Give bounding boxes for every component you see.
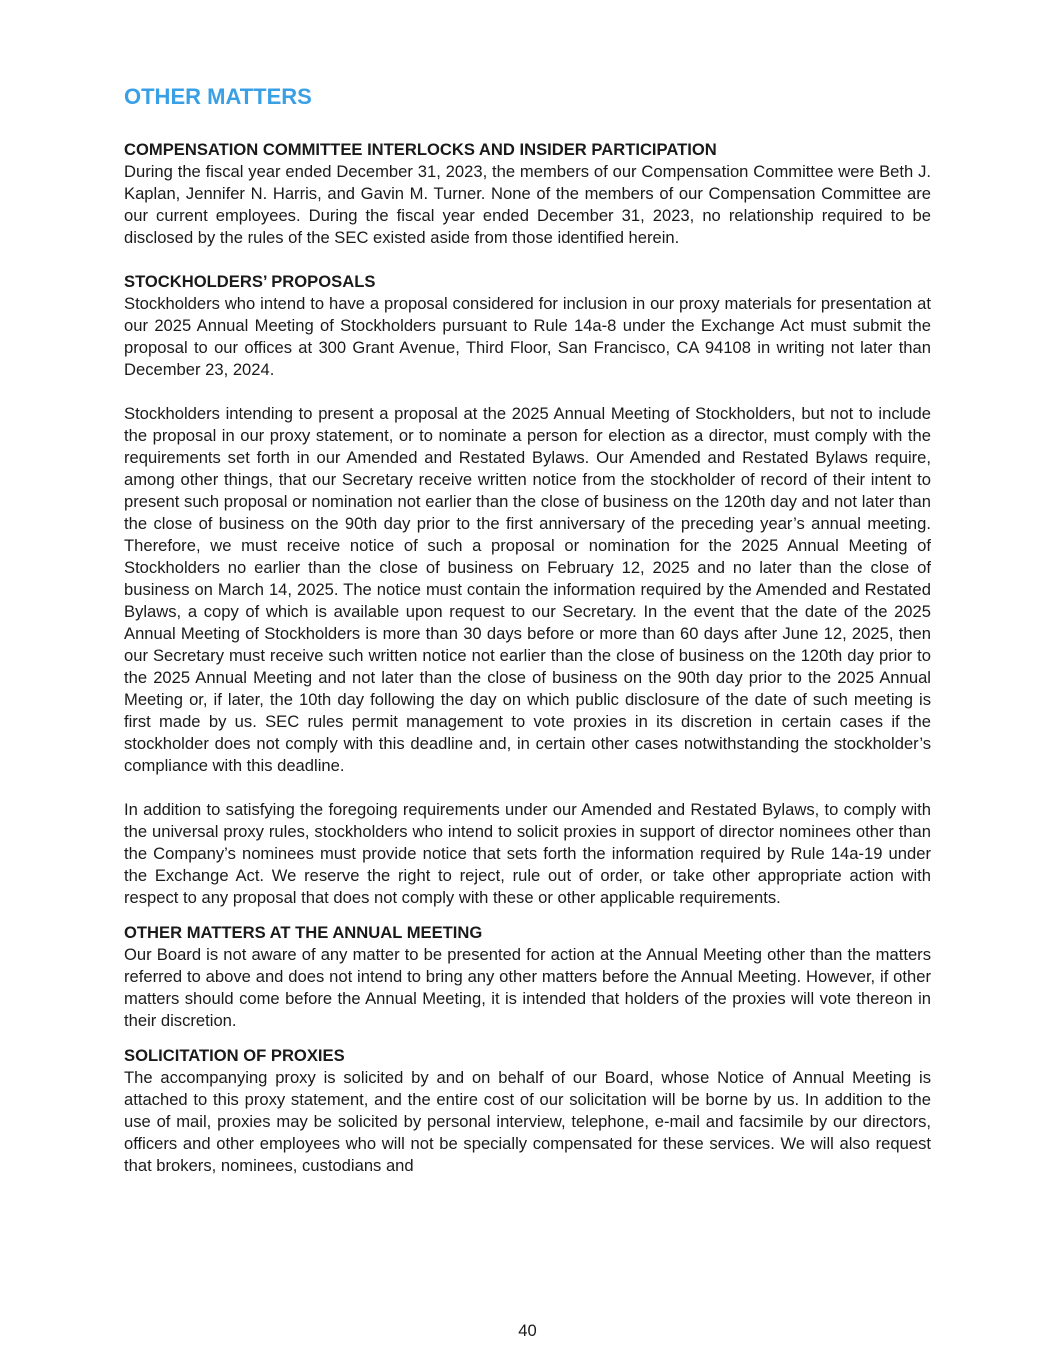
paragraph: During the fiscal year ended December 31, 2023, the members of our Compensation Committee were Beth J. Kaplan, Jennifer N. Harris, and Gavin M. Turner. None of the members of our Compensation Committee are our current employees. During the fiscal year ended December 31, 2023, no relationship required to be disclosed by the rules of the SEC existed aside from those identified herein.	[124, 162, 931, 247]
section-compensation-committee	[124, 139, 931, 249]
section-heading: OTHER MATTERS AT THE ANNUAL MEETING	[124, 923, 483, 942]
document-page	[124, 82, 931, 1177]
section-heading: COMPENSATION COMMITTEE INTERLOCKS AND INSIDER PARTICIPATION	[124, 140, 717, 159]
section-heading: STOCKHOLDERS’ PROPOSALS	[124, 272, 376, 291]
page-title: OTHER MATTERS	[124, 84, 312, 109]
section-heading: SOLICITATION OF PROXIES	[124, 1046, 345, 1065]
paragraph: In addition to satisfying the foregoing requirements under our Amended and Restated Bylaws, to comply with the universal proxy rules, stockholders who intend to solicit proxies in support of director nominees other than the Company’s nominees must provide notice that sets forth the information required by Rule 14a-19 under the Exchange Act. We reserve the right to reject, rule out of order, or take other appropriate action with respect to any proposal that does not comply with these or other applicable requirements.	[124, 800, 931, 907]
section-stockholders-proposals	[124, 271, 931, 909]
section-other-matters-annual-meeting	[124, 922, 931, 1032]
section-solicitation-of-proxies	[124, 1045, 931, 1177]
paragraph: Our Board is not aware of any matter to be presented for action at the Annual Meeting other than the matters referred to above and does not intend to bring any other matters before the Annual Meeting. However, if other matters should come before the Annual Meeting, it is intended that holders of the proxies will vote thereon in their discretion.	[124, 945, 931, 1030]
page-number: 40	[518, 1321, 537, 1340]
paragraph: The accompanying proxy is solicited by and on behalf of our Board, whose Notice of Annual Meeting is attached to this proxy statement, and the entire cost of our solicitation will be borne by us. In addition to the use of mail, proxies may be solicited by personal interview, telephone, e-mail and facsimile by our directors, officers and other employees who will not be specially compensated for these services. We will also request that brokers, nominees, custodians and	[124, 1068, 931, 1175]
paragraph: Stockholders who intend to have a proposal considered for inclusion in our proxy materials for presentation at our 2025 Annual Meeting of Stockholders pursuant to Rule 14a-8 under the Exchange Act must submit the proposal to our offices at 300 Grant Avenue, Third Floor, San Francisco, CA 94108 in writing not later than December 23, 2024.	[124, 294, 931, 379]
paragraph: Stockholders intending to present a proposal at the 2025 Annual Meeting of Stockholders, but not to include the proposal in our proxy statement, or to nominate a person for election as a director, must comply with the requirements set forth in our Amended and Restated Bylaws. Our Amended and Restated Bylaws require, among other things, that our Secretary receive written notice from the stockholder of record of their intent to present such proposal or nomination not earlier than the close of business on the 120th day and not later than the close of business on the 90th day prior to the first anniversary of the preceding year’s annual meeting. Therefore, we must receive notice of such a proposal or nomination for the 2025 Annual Meeting of Stockholders no earlier than the close of business on February 12, 2025 and no later than the close of business on March 14, 2025. The notice must contain the information required by the Amended and Restated Bylaws, a copy of which is available upon request to our Secretary. In the event that the date of the 2025 Annual Meeting of Stockholders is more than 30 days before or more than 60 days after June 12, 2025, then our Secretary must receive such written notice not earlier than the close of business on the 120th day prior to the 2025 Annual Meeting and not later than the close of business on the 90th day prior to the 2025 Annual Meeting or, if later, the 10th day following the day on which public disclosure of the date of such meeting is first made by us. SEC rules permit management to vote proxies in its discretion in certain cases if the stockholder does not comply with this deadline and, in certain other cases notwithstanding the stockholder’s compliance with this deadline.	[124, 404, 931, 775]
